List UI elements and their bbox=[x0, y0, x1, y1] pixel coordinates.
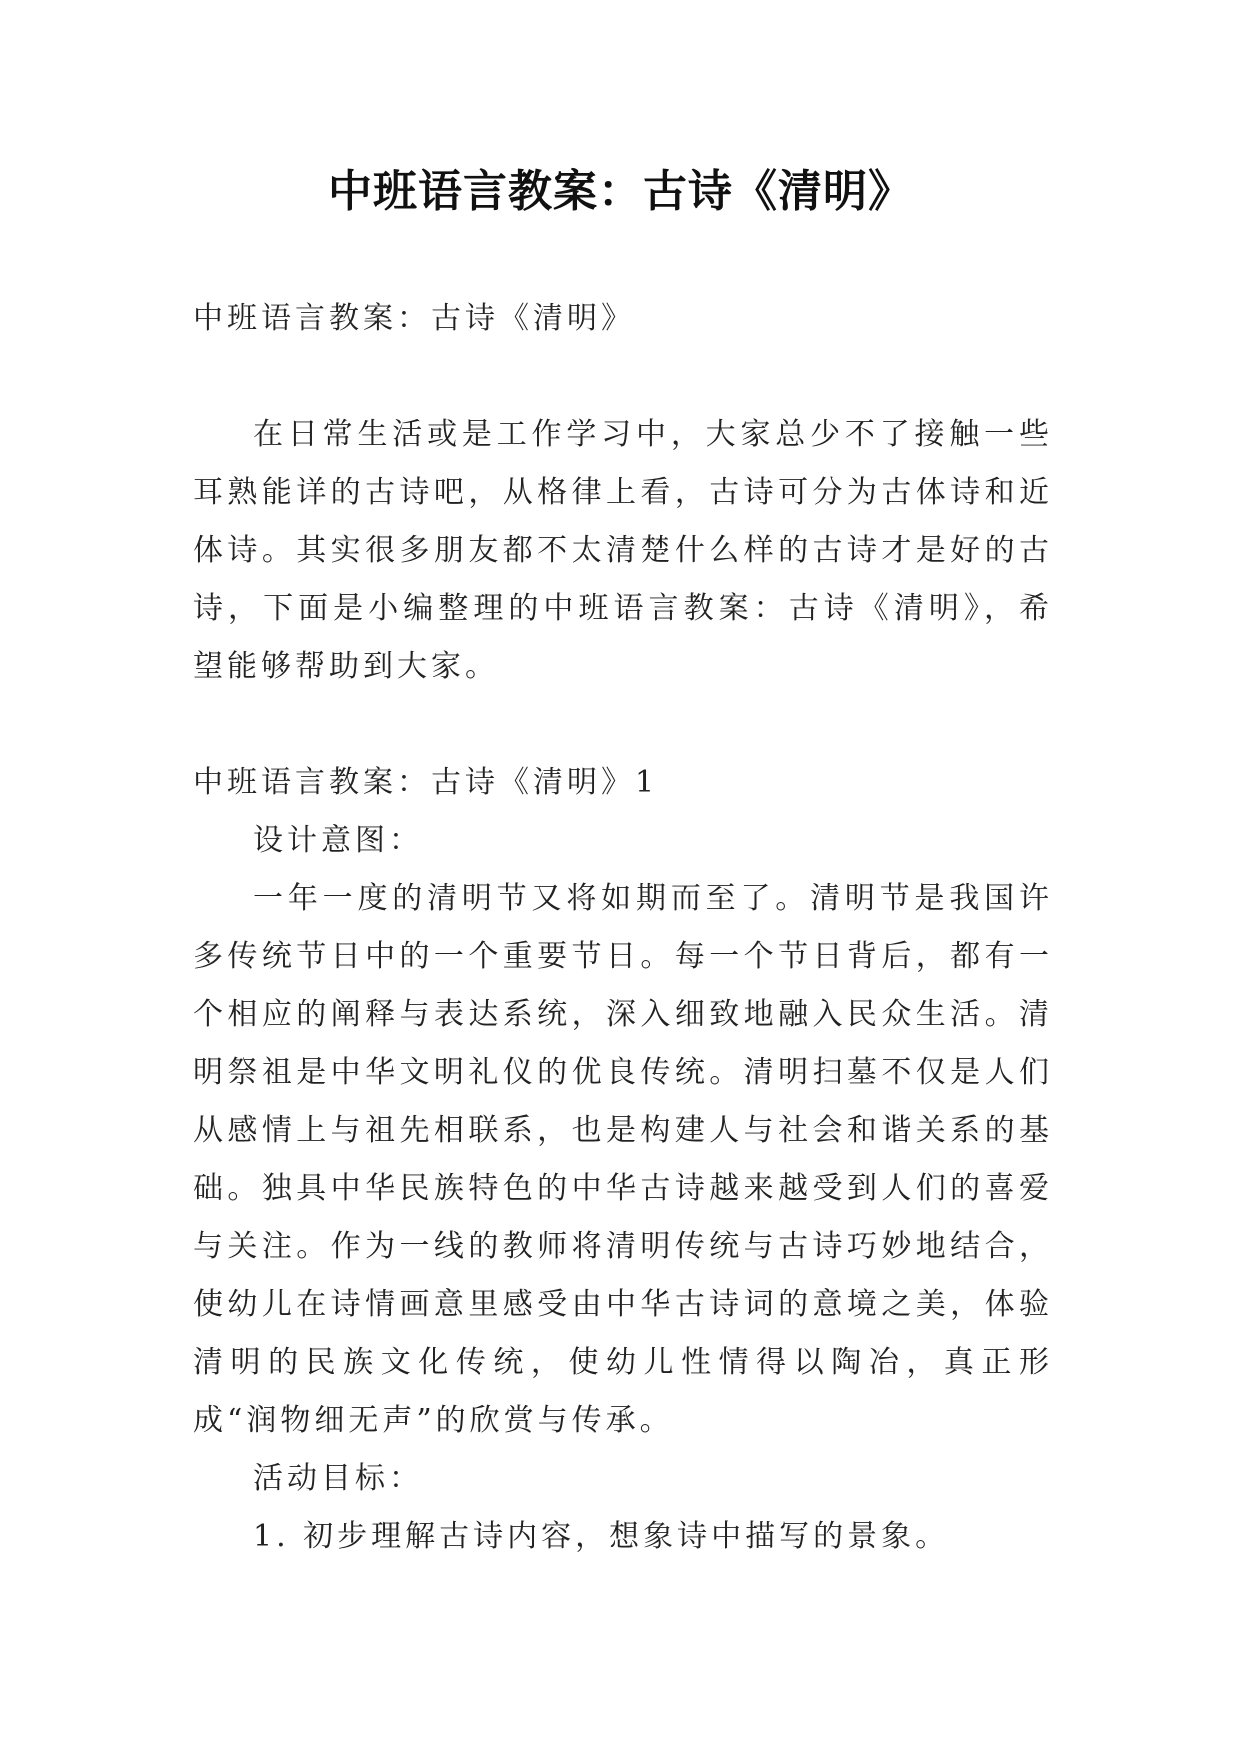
goal-item-1: 1. 初步理解古诗内容，想象诗中描写的景象。 bbox=[253, 1519, 950, 1554]
document-subtitle: 中班语言教案：古诗《清明》 bbox=[193, 301, 635, 336]
document-title: 中班语言教案：古诗《清明》 bbox=[328, 166, 913, 217]
intro-paragraph: 在日常生活或是工作学习中，大家总少不了接触一些耳熟能详的古诗吧，从格律上看，古诗可分为古体诗和近体诗。其实很多朋友都不太清楚什么样的古诗才是好的古诗，下面是小编整理的中班语言教案：古诗《清明》，希望能够帮助到大家。 bbox=[193, 417, 1053, 684]
activity-goals-label: 活动目标： bbox=[253, 1461, 423, 1496]
document-body bbox=[193, 290, 1053, 1566]
design-intent-label: 设计意图： bbox=[253, 823, 423, 858]
section-heading: 中班语言教案：古诗《清明》1 bbox=[193, 765, 659, 800]
design-intent-paragraph: 一年一度的清明节又将如期而至了。清明节是我国许多传统节日中的一个重要节日。每一个节日背后，都有一个相应的阐释与表达系统，深入细致地融入民众生活。清明祭祖是中华文明礼仪的优良传统。清明扫墓不仅是人们从感情上与祖先相联系，也是构建人与社会和谐关系的基础。独具中华民族特色的中华古诗越来越受到人们的喜爱与关注。作为一线的教师将清明传统与古诗巧妙地结合，使幼儿在诗情画意里感受由中华古诗词的意境之美，体验清明的民族文化传统，使幼儿性情得以陶冶，真正形成“润物细无声”的欣赏与传承。 bbox=[193, 881, 1053, 1438]
